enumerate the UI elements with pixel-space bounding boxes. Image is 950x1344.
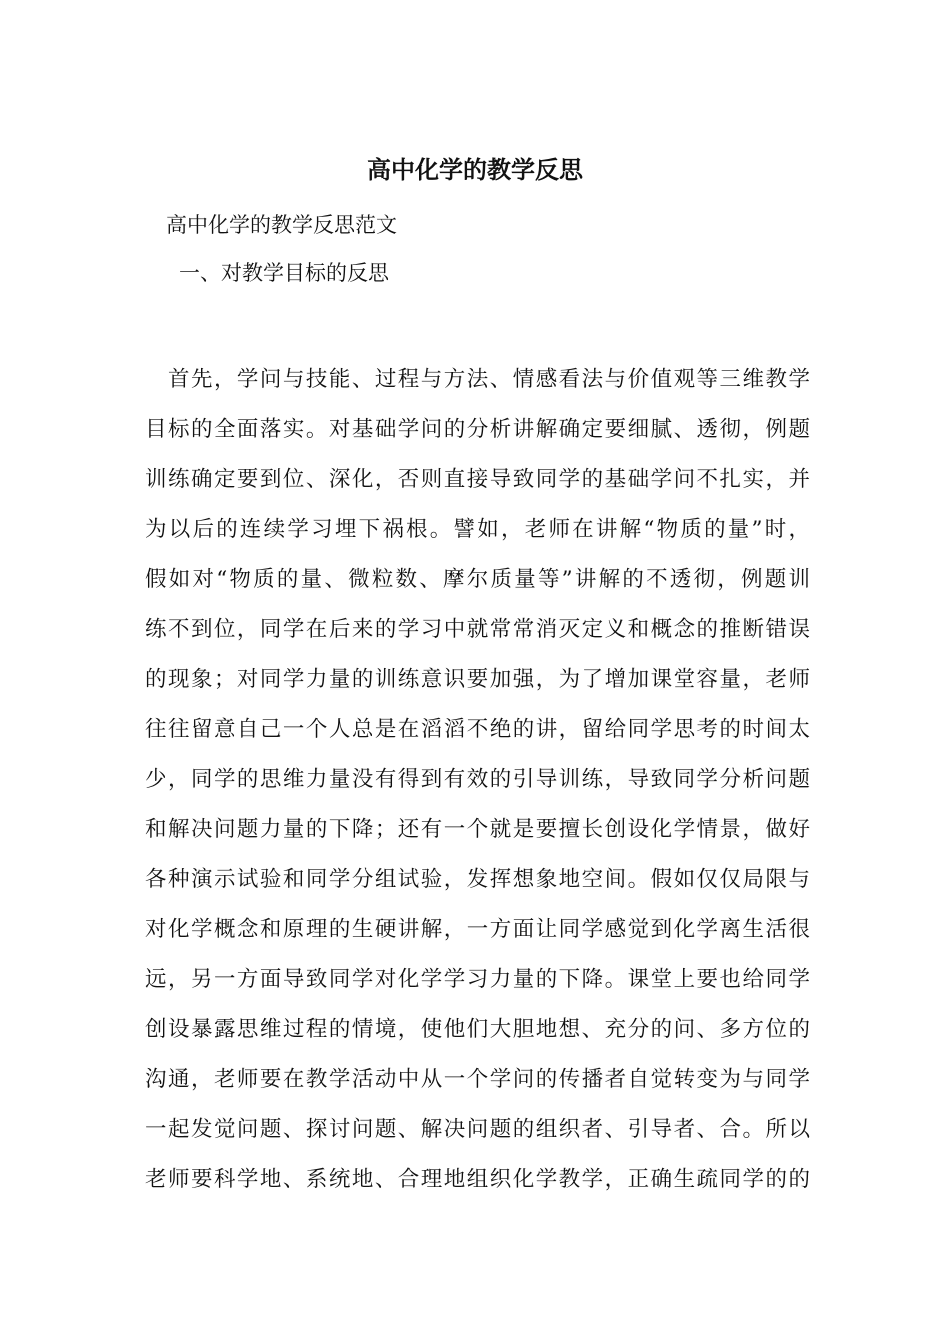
- body-line: 的现象；对同学力量的训练意识要加强，为了增加课堂容量，老师: [145, 667, 810, 692]
- document-title: 高中化学的教学反思: [367, 155, 583, 184]
- document-subtitle: 高中化学的教学反思范文: [166, 213, 397, 237]
- body-line: 一起发觉问题、探讨问题、解决问题的组织者、引导者、合。所以: [145, 1117, 810, 1142]
- body-line: 为以后的连续学习埋下祸根。譬如，老师在讲解“物质的量”时，: [145, 517, 810, 542]
- body-line: 对化学概念和原理的生硬讲解，一方面让同学感觉到化学离生活很: [145, 917, 810, 942]
- body-line: 创设暴露思维过程的情境，使他们大胆地想、充分的问、多方位的: [145, 1017, 810, 1042]
- body-line: 练不到位，同学在后来的学习中就常常消灭定义和概念的推断错误: [145, 617, 810, 642]
- body-line: 远，另一方面导致同学对化学学习力量的下降。课堂上要也给同学: [145, 967, 810, 992]
- body-line: 各种演示试验和同学分组试验，发挥想象地空间。假如仅仅局限与: [145, 867, 810, 892]
- body-line: 往往留意自己一个人总是在滔滔不绝的讲，留给同学思考的时间太: [145, 717, 810, 742]
- body-line: 少，同学的思维力量没有得到有效的引导训练，导致同学分析问题: [145, 767, 810, 792]
- body-line: 目标的全面落实。对基础学问的分析讲解确定要细腻、透彻，例题: [145, 417, 810, 442]
- body-line: 老师要科学地、系统地、合理地组织化学教学，正确生疏同学的的: [145, 1167, 810, 1192]
- body-line: 假如对“物质的量、微粒数、摩尔质量等”讲解的不透彻，例题训: [145, 567, 810, 592]
- body-line: 和解决问题力量的下降；还有一个就是要擅长创设化学情景，做好: [145, 817, 810, 842]
- section-heading: 一、对教学目标的反思: [179, 261, 389, 285]
- body-line: 首先，学问与技能、过程与方法、情感看法与价值观等三维教学: [145, 367, 810, 392]
- body-line: 训练确定要到位、深化，否则直接导致同学的基础学问不扎实，并: [145, 467, 810, 492]
- body-line: 沟通，老师要在教学活动中从一个学问的传播者自觉转变为与同学: [145, 1067, 810, 1092]
- body-paragraph: [145, 355, 810, 1205]
